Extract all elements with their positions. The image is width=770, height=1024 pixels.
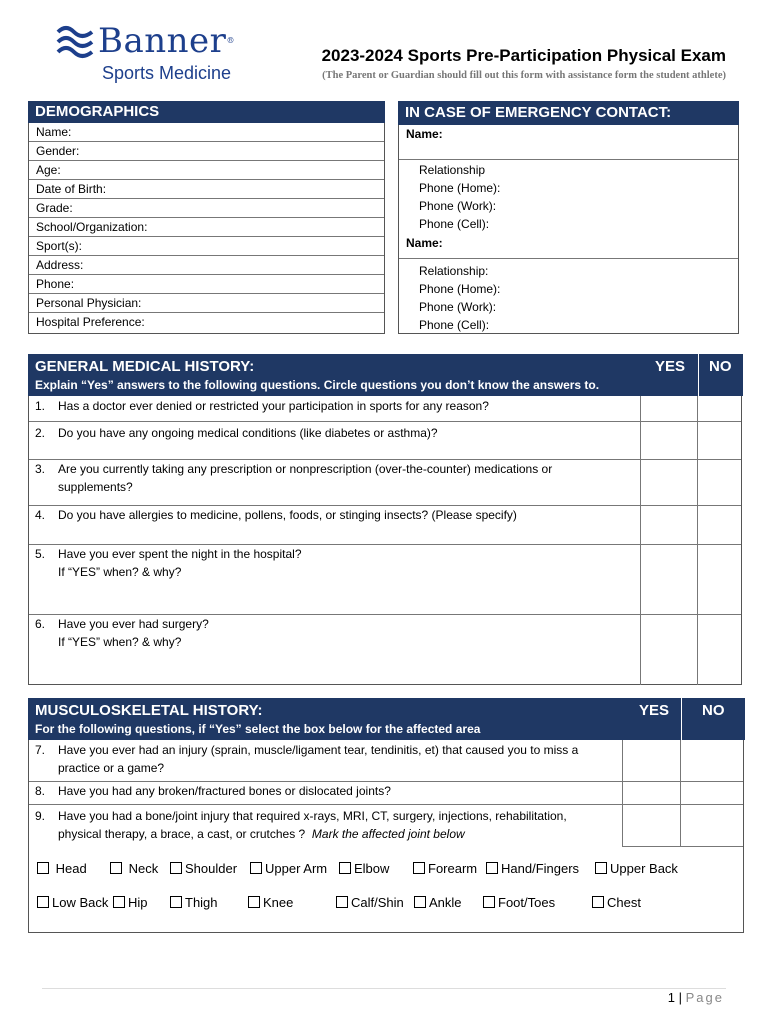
question-5: 5. Have you ever spent the night in the hospital? If “YES” when? & why? — [35, 547, 302, 579]
joint-head-checkbox[interactable]: Head — [37, 861, 87, 877]
q7-yes-cell[interactable] — [623, 740, 680, 781]
musculo-heading: MUSCULOSKELETAL HISTORY: — [35, 702, 263, 719]
contact2-relationship[interactable]: Relationship: — [419, 264, 489, 278]
page-footer: 1 | Page — [667, 990, 724, 1005]
question-7: 7. Have you ever had an injury (sprain, muscle/ligament tear, tendinitis, et) that caused you to miss a practice or a game? — [35, 743, 579, 775]
contact2-phone-home[interactable]: Phone (Home): — [419, 282, 501, 296]
question-4: 4. Do you have allergies to medicine, pollens, foods, or stinging insects? (Please specify) — [35, 508, 517, 522]
logo-text: Banner® — [98, 21, 235, 61]
q4-no-cell[interactable] — [698, 506, 742, 544]
joint-hand-fingers-checkbox[interactable]: Hand/Fingers — [486, 861, 579, 877]
joint-shoulder-checkbox[interactable]: Shoulder — [170, 861, 237, 877]
contact2-phone-cell[interactable]: Phone (Cell): — [419, 318, 490, 332]
field-school[interactable]: School/Organization: — [29, 218, 384, 237]
q1-no-cell[interactable] — [698, 396, 742, 421]
musculo-no-header: NO — [681, 698, 745, 740]
question-6: 6. Have you ever had surgery? If “YES” when? & why? — [35, 617, 209, 649]
question-8: 8. Have you had any broken/fractured bones or dislocated joints? — [35, 784, 391, 798]
joint-upper-arm-checkbox[interactable]: Upper Arm — [250, 861, 327, 877]
banner-logo-icon — [56, 22, 94, 60]
joint-calf-shin-checkbox[interactable]: Calf/Shin — [336, 895, 404, 911]
joint-thigh-checkbox[interactable]: Thigh — [170, 895, 218, 911]
general-history-header — [28, 354, 641, 396]
document-title: 2023-2024 Sports Pre-Participation Physical Exam — [321, 46, 726, 65]
field-physician[interactable]: Personal Physician: — [29, 294, 384, 313]
contact2-name[interactable]: Name: — [406, 236, 443, 250]
musculo-yes-header: YES — [623, 698, 681, 740]
field-address[interactable]: Address: — [29, 256, 384, 275]
demographics-header — [28, 101, 385, 123]
logo-subtext: Sports Medicine — [102, 63, 232, 83]
q3-yes-cell[interactable] — [641, 460, 697, 505]
q6-yes-cell[interactable] — [641, 615, 697, 684]
q7-no-cell[interactable] — [681, 740, 743, 781]
general-history-heading: GENERAL MEDICAL HISTORY: — [35, 358, 255, 375]
joint-forearm-checkbox[interactable]: Forearm — [413, 861, 477, 877]
field-phone[interactable]: Phone: — [29, 275, 384, 294]
general-history-table — [28, 354, 742, 685]
q9-no-cell[interactable] — [681, 805, 743, 846]
contact1-name[interactable]: Name: — [406, 127, 443, 141]
field-grade[interactable]: Grade: — [29, 199, 384, 218]
q8-yes-cell[interactable] — [623, 782, 680, 804]
contact1-relationship[interactable]: Relationship — [419, 163, 486, 177]
document-subtitle: (The Parent or Guardian should fill out this form with assistance form the student athlete) — [322, 70, 726, 81]
q9-yes-cell[interactable] — [623, 805, 680, 846]
field-dob[interactable]: Date of Birth: — [29, 180, 384, 199]
musculo-header — [28, 698, 623, 740]
joint-elbow-checkbox[interactable]: Elbow — [339, 861, 389, 877]
q2-no-cell[interactable] — [698, 422, 742, 459]
field-sports[interactable]: Sport(s): — [29, 237, 384, 256]
page-number: 1 — [667, 990, 676, 1005]
q3-no-cell[interactable] — [698, 460, 742, 505]
joint-neck-checkbox[interactable]: Neck — [110, 861, 158, 877]
q1-yes-cell[interactable] — [641, 396, 697, 421]
q2-yes-cell[interactable] — [641, 422, 697, 459]
demographics-heading: DEMOGRAPHICS — [35, 103, 160, 120]
field-age[interactable]: Age: — [29, 161, 384, 180]
contact1-phone-home[interactable]: Phone (Home): — [419, 181, 501, 195]
joint-hip-checkbox[interactable]: Hip — [113, 895, 148, 911]
musculo-instruction: For the following questions, if “Yes” select the box below for the affected area — [35, 722, 481, 736]
q5-yes-cell[interactable] — [641, 545, 697, 614]
joint-foot-toes-checkbox[interactable]: Foot/Toes — [483, 895, 555, 911]
question-3: 3. Are you currently taking any prescription or nonprescription (over-the-counter) medications or supplements? — [35, 462, 553, 494]
joint-low-back-checkbox[interactable]: Low Back — [37, 895, 108, 911]
question-9: 9. Have you had a bone/joint injury that required x-rays, MRI, CT, surgery, injections, rehabilitation, physical therapy, a brace, a cast, or crutches ? Mark the affected joint below — [35, 809, 567, 841]
page-word: Page — [685, 990, 724, 1005]
joint-upper-back-checkbox[interactable]: Upper Back — [595, 861, 678, 877]
q4-yes-cell[interactable] — [641, 506, 697, 544]
general-no-header: NO — [698, 354, 743, 396]
general-yes-header: YES — [641, 354, 698, 396]
emergency-table — [398, 125, 739, 334]
joint-ankle-checkbox[interactable]: Ankle — [414, 895, 462, 911]
emergency-heading: IN CASE OF EMERGENCY CONTACT: — [405, 104, 672, 121]
field-name[interactable]: Name: — [29, 123, 384, 142]
footer-divider — [42, 988, 726, 989]
q8-no-cell[interactable] — [681, 782, 743, 804]
general-instruction: Explain “Yes” answers to the following questions. Circle questions you don’t know the answers to. — [35, 378, 600, 392]
contact2-phone-work[interactable]: Phone (Work): — [419, 300, 497, 314]
field-hospital[interactable]: Hospital Preference: — [36, 315, 145, 329]
emergency-header — [398, 101, 739, 125]
musculoskeletal-table — [28, 698, 744, 933]
joint-chest-checkbox[interactable]: Chest — [592, 895, 641, 911]
field-gender[interactable]: Gender: — [29, 142, 384, 161]
contact1-phone-work[interactable]: Phone (Work): — [419, 199, 497, 213]
contact1-phone-cell[interactable]: Phone (Cell): — [419, 217, 490, 231]
joint-knee-checkbox[interactable]: Knee — [248, 895, 293, 911]
demographics-table — [28, 123, 385, 334]
q5-no-cell[interactable] — [698, 545, 742, 614]
question-2: 2. Do you have any ongoing medical conditions (like diabetes or asthma)? — [35, 426, 438, 440]
q6-no-cell[interactable] — [698, 615, 742, 684]
question-1: 1. Has a doctor ever denied or restricted your participation in sports for any reason? — [35, 399, 489, 413]
